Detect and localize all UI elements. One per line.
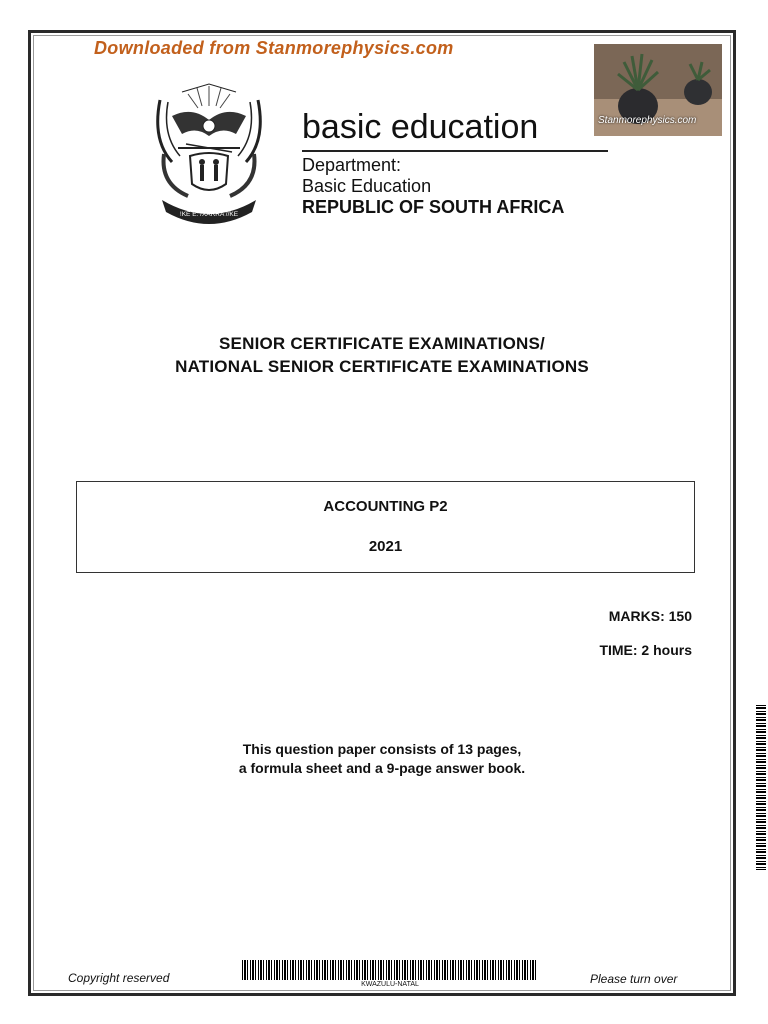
- country-name: REPUBLIC OF SOUTH AFRICA: [302, 197, 565, 217]
- barcode: [242, 960, 538, 988]
- department-name: Basic Education: [302, 176, 432, 196]
- barcode-bars: [242, 960, 538, 980]
- barcode-label: KWAZULU-NATAL: [361, 981, 419, 988]
- time-allowed: TIME: 2 hours: [599, 642, 692, 658]
- subject-box: [76, 481, 695, 573]
- subject-name: ACCOUNTING P2: [323, 498, 448, 515]
- photo-caption: Stanmorephysics.com: [598, 115, 697, 126]
- svg-text:!KE E: /XARRA //KE: !KE E: /XARRA //KE: [179, 211, 239, 218]
- subject-year: 2021: [368, 538, 403, 555]
- coat-of-arms-logo: [142, 80, 276, 230]
- page-count-info-line-1: This question paper consists of 13 pages,: [242, 741, 522, 757]
- download-banner[interactable]: Downloaded from Stanmorephysics.com: [94, 38, 454, 58]
- marks-total: MARKS: 150: [608, 608, 692, 624]
- side-barcode: [756, 705, 766, 870]
- copyright-notice: Copyright reserved: [68, 971, 170, 985]
- exam-title-line-1: SENIOR CERTIFICATE EXAMINATIONS/: [219, 334, 545, 353]
- brand-divider: [302, 150, 608, 152]
- turn-over-notice: Please turn over: [590, 972, 678, 986]
- stanmorephysics-photo: [594, 44, 722, 136]
- brand-title: basic education: [302, 108, 539, 146]
- department-label: Department:: [302, 155, 402, 175]
- exam-title-line-2: NATIONAL SENIOR CERTIFICATE EXAMINATIONS: [175, 357, 589, 376]
- page-count-info-line-2: a formula sheet and a 9-page answer book.: [238, 760, 526, 776]
